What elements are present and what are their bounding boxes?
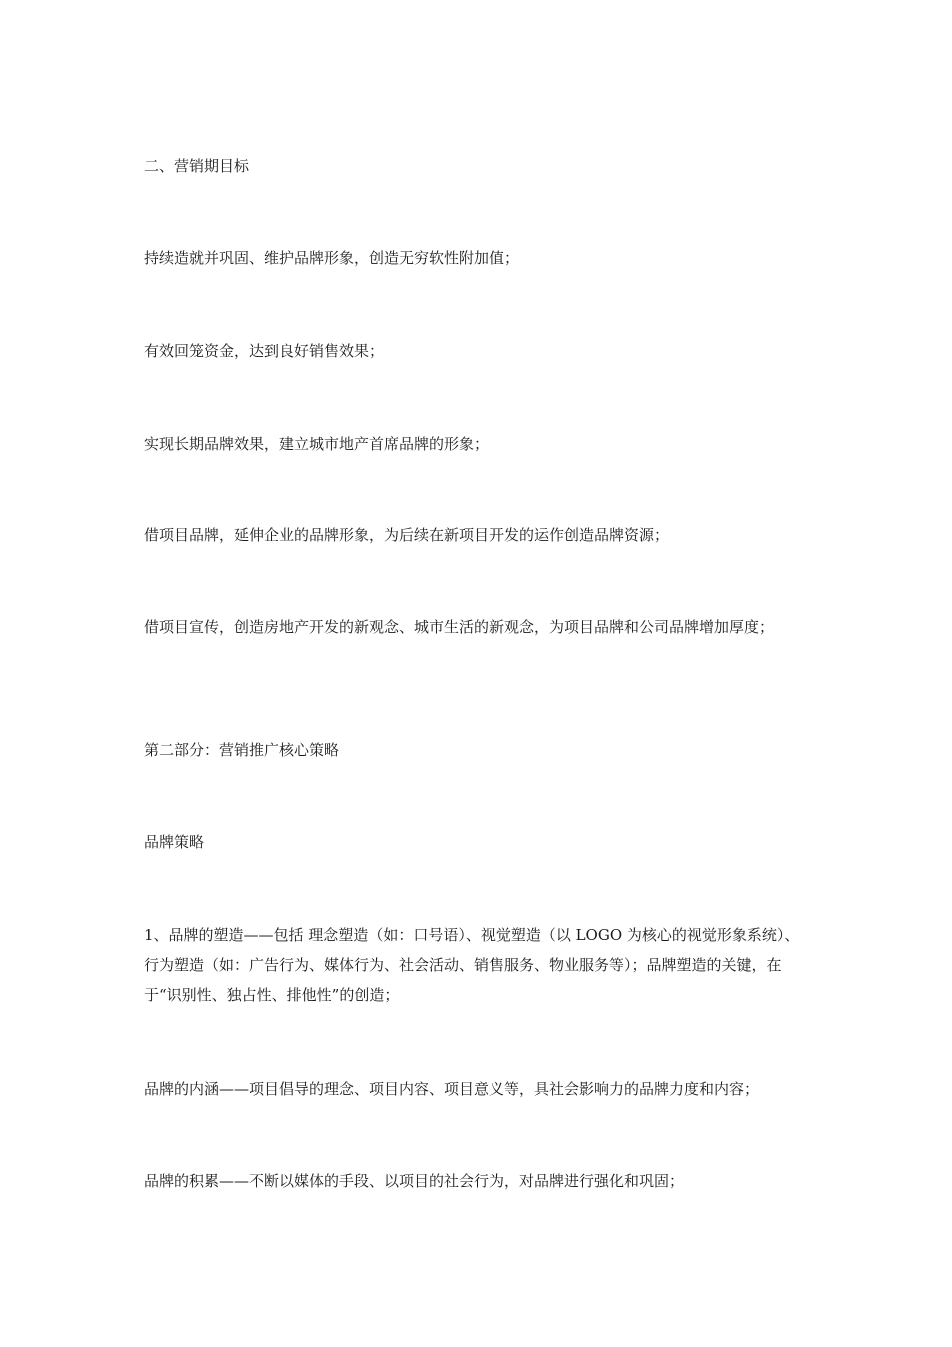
paragraph-fund-recovery: 有效回笼资金，达到良好销售效果；	[144, 342, 385, 360]
paragraph-project-promotion: 借项目宣传，创造房地产开发的新观念、城市生活的新观念，为项目品牌和公司品牌增加厚度；	[144, 618, 775, 636]
paragraph-brand-connotation: 品牌的内涵——项目倡导的理念、项目内容、项目意义等，具社会影响力的品牌力度和内容；	[144, 1080, 760, 1098]
paragraph-long-term-brand: 实现长期品牌效果，建立城市地产首席品牌的形象；	[144, 435, 490, 453]
paragraph-extend-brand: 借项目品牌，延伸企业的品牌形象，为后续在新项目开发的运作创造品牌资源；	[144, 526, 670, 544]
paragraph-brand-building: 1、品牌的塑造——包括 理念塑造（如：口号语）、视觉塑造（以 LOGO 为核心的视觉形象系统）、行为塑造（如：广告行为、媒体行为、社会活动、销售服务、物业服务等）；品牌塑造的关键，在于“识别性、独占性、排他性”的创造；	[144, 926, 800, 1004]
section-heading-core-strategy: 第二部分：营销推广核心策略	[144, 741, 340, 759]
section-heading-marketing-goals: 二、营销期目标	[144, 157, 250, 175]
paragraph-brand-accumulation: 品牌的积累——不断以媒体的手段、以项目的社会行为，对品牌进行强化和巩固；	[144, 1172, 685, 1190]
paragraph-brand-value: 持续造就并巩固、维护品牌形象，创造无穷软性附加值；	[144, 249, 520, 267]
subheading-brand-strategy: 品牌策略	[144, 833, 205, 851]
